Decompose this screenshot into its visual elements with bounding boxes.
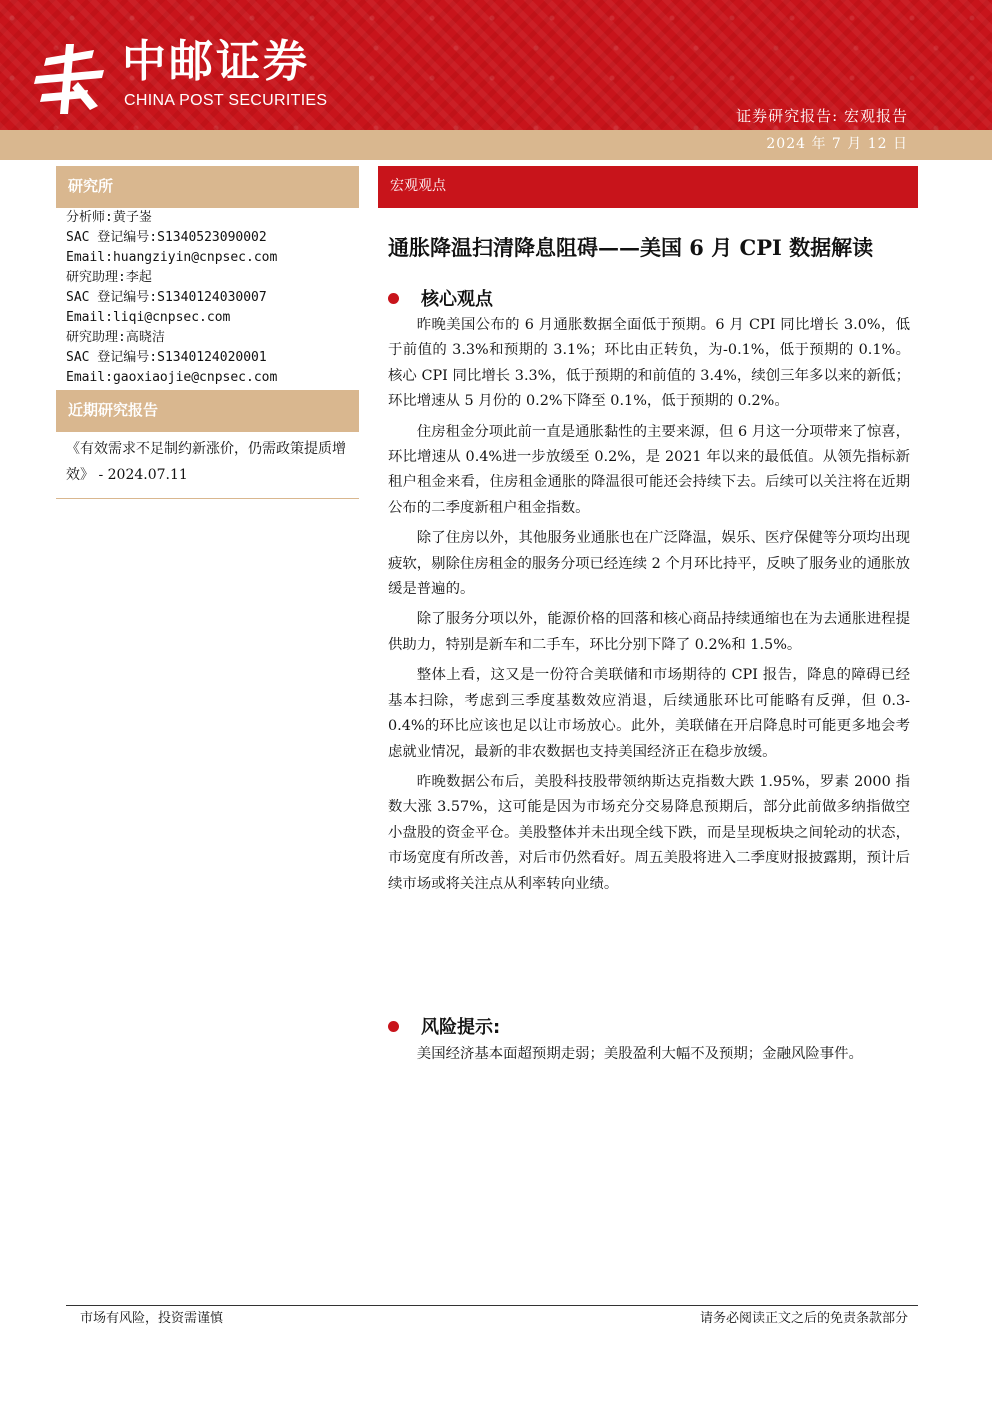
- contact-line: 研究助理:高晓洁: [66, 330, 165, 345]
- contact-line: 研究助理:李起: [66, 270, 152, 285]
- risk-heading: [388, 1016, 500, 1040]
- core-paragraph: 住房租金分项此前一直是通胀黏性的主要来源，但 6 月这一分项带来了惊喜，环比增速从 0.4%进一步放缓至 0.2%，是 2021 年以来的最低值。从领先指标新租户租金来看，住房租金通胀的降温很可能还会持续下去。后续可以关注将在近期公布的二季度新租户租金指数。: [388, 423, 910, 516]
- header-banner: [0, 0, 992, 130]
- contact-email-link[interactable]: Email:huangziyin@cnpsec.com: [66, 250, 278, 265]
- recent-reports-heading: 近期研究报告: [56, 390, 359, 432]
- contact-email-link[interactable]: Email:gaoxiaojie@cnpsec.com: [66, 370, 278, 385]
- recent-report-link[interactable]: 《有效需求不足制约新涨价，仍需政策提质增效》 - 2024.07.11: [66, 441, 346, 483]
- red-dot-bullet-icon: [388, 1021, 399, 1032]
- analyst-contacts: [66, 208, 356, 388]
- footer-divider: [66, 1305, 918, 1306]
- risk-paragraph: 美国经济基本面超预期走弱；美股盈利大幅不及预期；金融风险事件。: [416, 1046, 863, 1062]
- risk-body: [388, 1042, 910, 1072]
- contact-line: SAC 登记编号:S1340124030007: [66, 290, 267, 305]
- core-view-body: [388, 313, 910, 902]
- core-paragraph: 除了住房以外，其他服务业通胀也在广泛降温，娱乐、医疗保健等分项均出现疲软，剔除住房租金的服务分项已经连续 2 个月环比持平，反映了服务业的通胀放缓是普遍的。: [388, 530, 910, 598]
- report-date: 2024 年 7 月 12 日: [766, 136, 908, 152]
- contact-line: SAC 登记编号:S1340523090002: [66, 230, 267, 245]
- china-post-logo-icon: [32, 44, 108, 114]
- risk-heading-text: 风险提示:: [421, 1017, 501, 1038]
- core-paragraph: 整体上看，这又是一份符合美联储和市场期待的 CPI 报告，降息的障碍已经基本扫除，考虑到三季度基数效应消退，后续通胀环比可能略有反弹，但 0.3-0.4%的环比应该也足以让市场放心。此外，美联储在开启降息时可能更多地会考虑就业情况，最新的非农数据也支持美国经济正在稳步放缓。: [388, 667, 910, 760]
- contact-line: 分析师:黄子崟: [66, 210, 152, 225]
- brand-name-cn: 中邮证券: [122, 36, 310, 87]
- core-view-heading: [388, 288, 493, 312]
- core-paragraph: 昨晚数据公布后，美股科技股带领纳斯达克指数大跌 1.95%，罗素 2000 指数大涨 3.57%，这可能是因为市场充分交易降息预期后，部分此前做多纳指做空小盘股的资金平仓。美股整体并未出现全线下跌，而是呈现板块之间轮动的状态，市场宽度有所改善，对后市仍然看好。周五美股将进入二季度财报披露期，预计后续市场或将关注点从利率转向业绩。: [388, 773, 910, 892]
- core-paragraph: 除了服务分项以外，能源价格的回落和核心商品持续通缩也在为去通胀进程提供助力，特别是新车和二手车，环比分别下降了 0.2%和 1.5%。: [388, 611, 910, 653]
- contact-line: SAC 登记编号:S1340124020001: [66, 350, 267, 365]
- date-band: [0, 130, 992, 160]
- research-institute-heading: 研究所: [56, 166, 359, 208]
- report-type: 证券研究报告: 宏观报告: [736, 107, 908, 125]
- red-dot-bullet-icon: [388, 293, 399, 304]
- core-paragraph: 昨晚美国公布的 6 月通胀数据全面低于预期。6 月 CPI 同比增长 3.0%，低于前值的 3.3%和预期的 3.1%；环比由正转负，为-0.1%，低于预期的 0.1%。核心 CPI 同比增长 3.3%，低于预期的和前值的 3.4%，续创三年多以来的新低；环比增速从 5 月份的 0.2%下降至 0.1%，低于预期的 0.2%。: [388, 317, 910, 410]
- report-title: 通胀降温扫清降息阻碍——美国 6 月 CPI 数据解读: [388, 235, 874, 260]
- contact-email-link[interactable]: Email:liqi@cnpsec.com: [66, 310, 231, 325]
- core-view-heading-text: 核心观点: [421, 289, 493, 310]
- brand-name-en: CHINA POST SECURITIES: [124, 92, 328, 109]
- footer-risk-note: 市场有风险，投资需谨慎: [80, 1311, 224, 1326]
- sidebar-divider: [56, 498, 359, 499]
- footer-disclaimer-note: 请务必阅读正文之后的免责条款部分: [699, 1311, 908, 1326]
- category-tag: 宏观观点: [378, 166, 918, 208]
